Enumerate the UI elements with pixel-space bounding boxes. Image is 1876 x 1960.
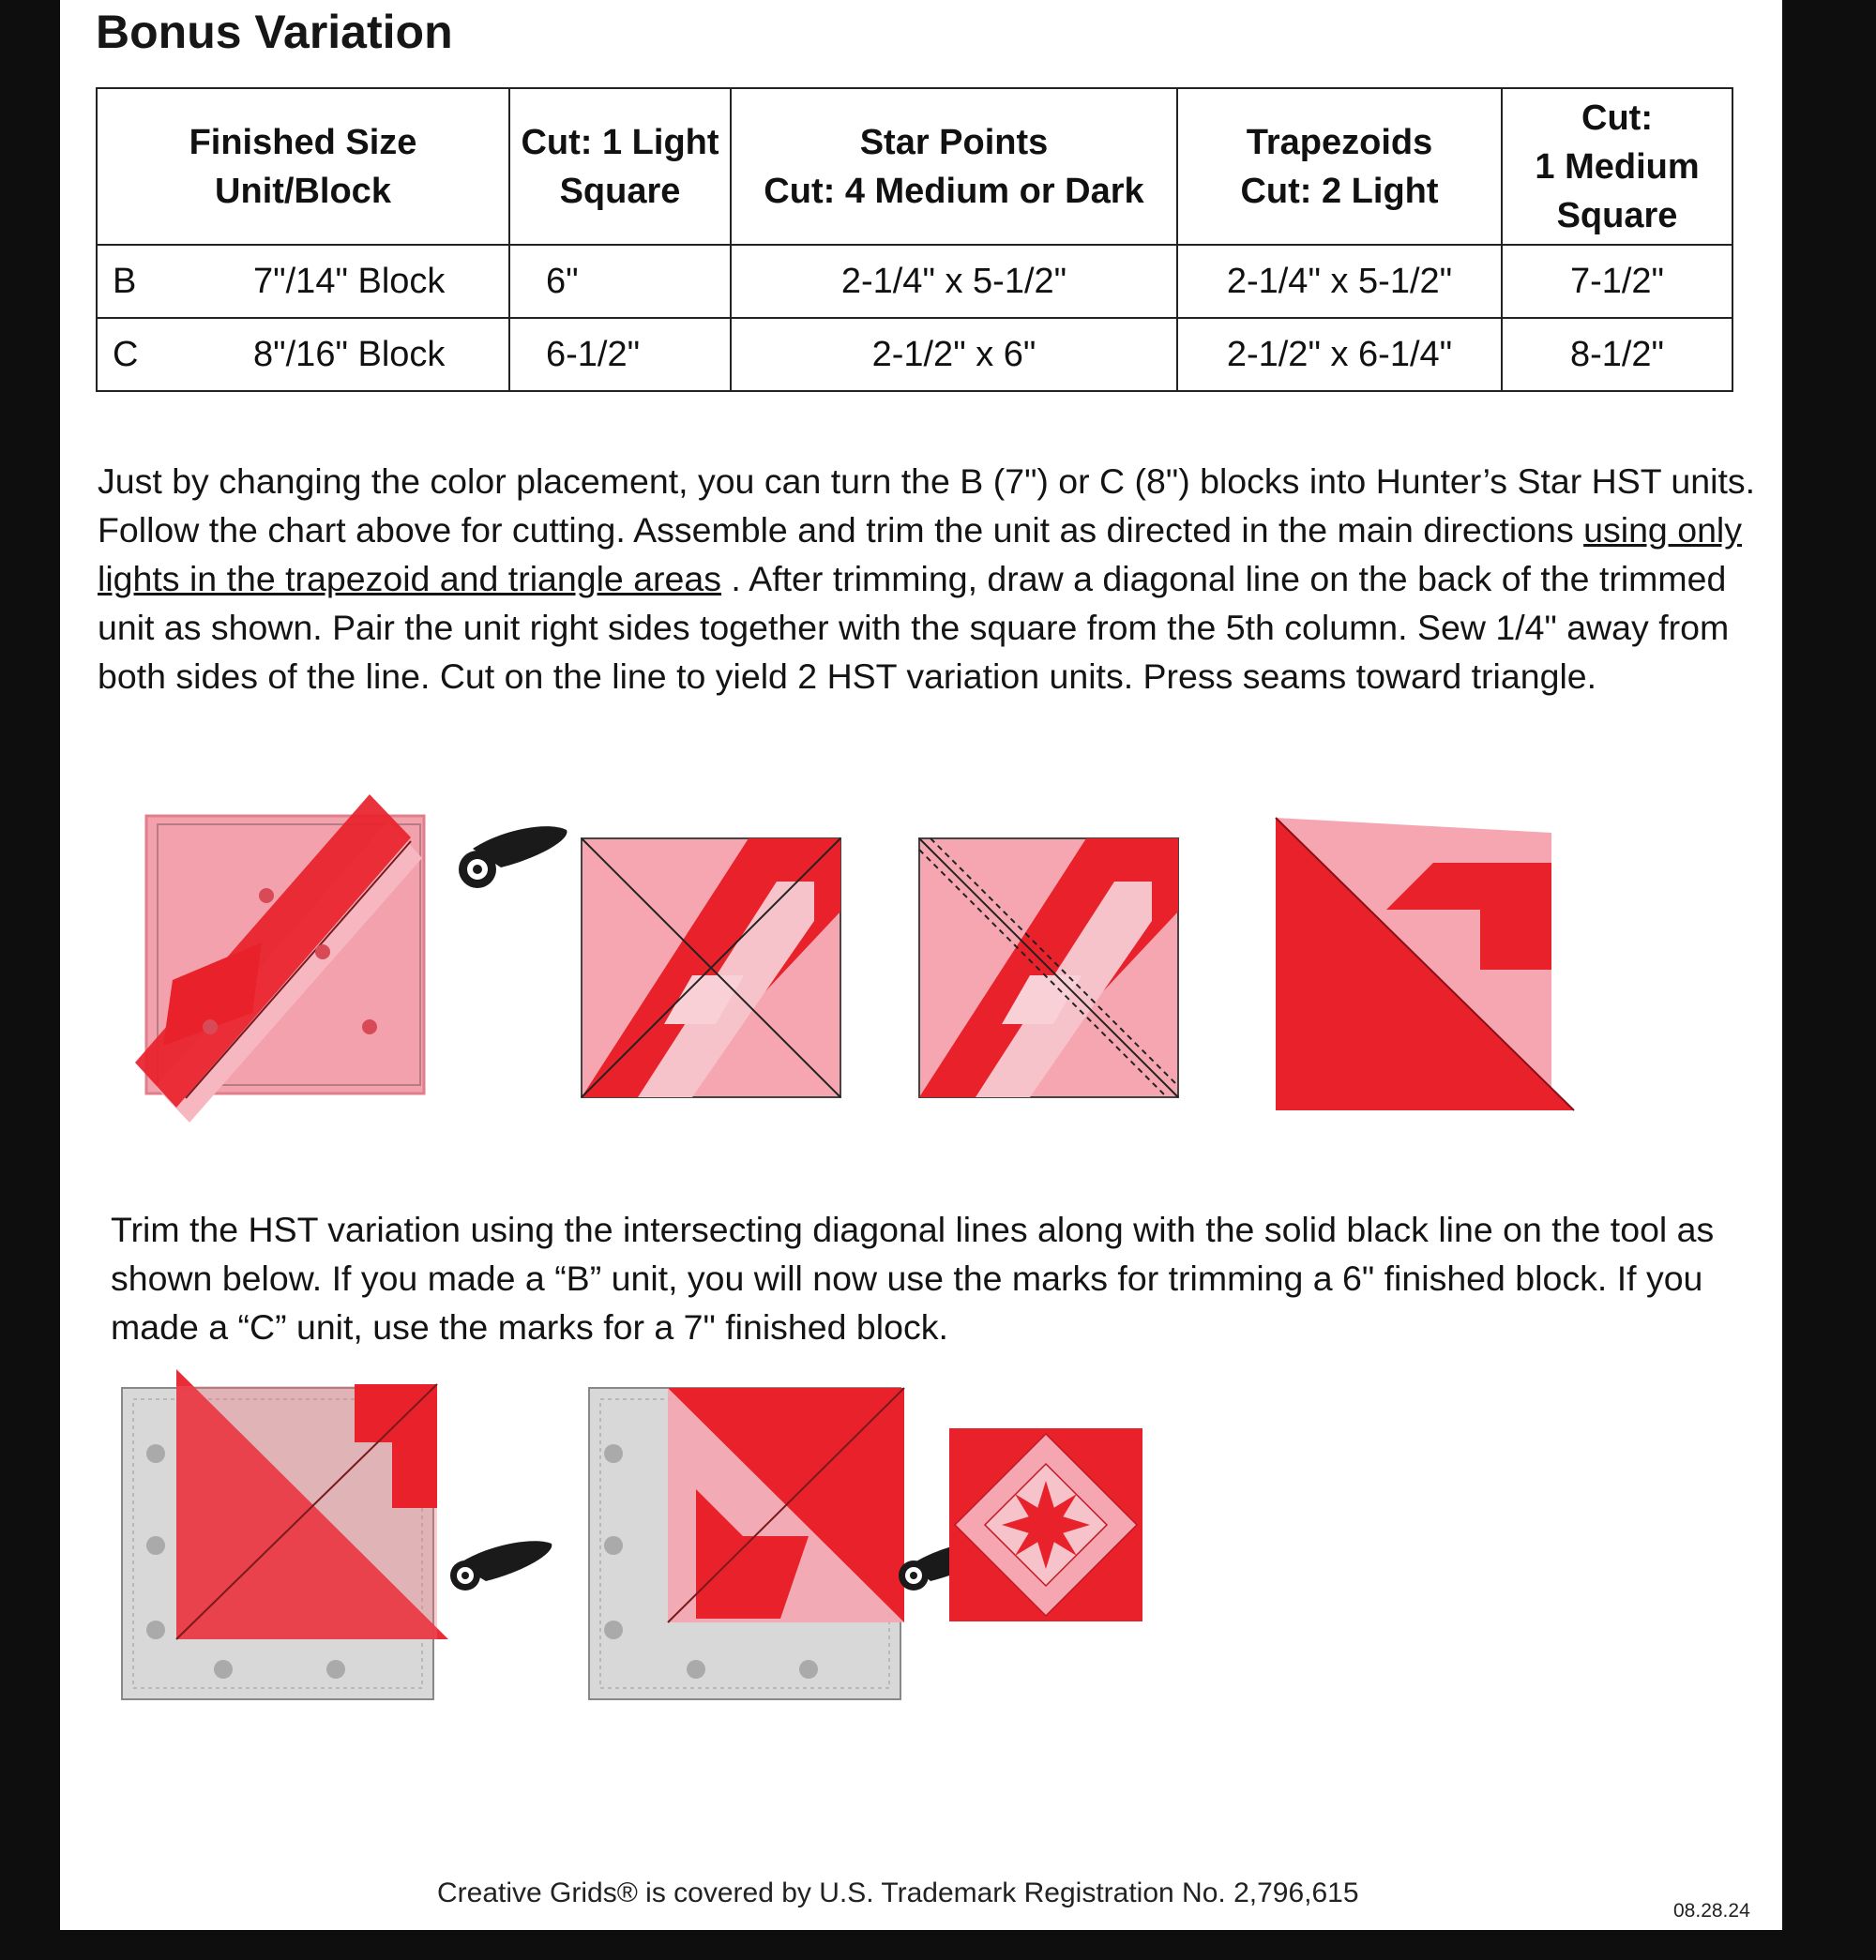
header-text: Trapezoids [1246,122,1433,162]
cell-trapezoids: 2-1/2" x 6-1/4" [1177,318,1502,391]
ruler-dot [315,944,330,959]
ruler-dot [259,888,274,903]
header-star-points [731,88,1177,245]
unit-letter: C [113,334,139,374]
ruler-dot [146,1621,165,1639]
header-finished-size [97,88,509,245]
header-row [97,88,1732,245]
underlined-text: using only lights in the trapezoid and triangle areas [98,510,1743,598]
finished-block-diagram [947,1426,1144,1623]
cell-unit-size [97,245,509,318]
paragraph-text: . After trimming, draw a diagonal line on the back of the trimmed unit as shown. Pair the unit right sides together with the square from the 5th column. Sew 1/4" away from both sides of the line. Cut on the line to yield 2 HST variation units. Press seams toward triangle. [98,559,1730,696]
trademark-footer: Creative Grids® is covered by U.S. Trademark Registration No. 2,796,615 [437,1877,1359,1908]
cutting-chart [96,87,1733,392]
ruler-dot [146,1444,165,1463]
header-text: Unit/Block [215,171,391,211]
cell-unit-size [97,318,509,391]
header-trapezoids [1177,88,1502,245]
header-text: Finished Size [189,122,417,162]
block-size: 8"/16" Block [253,334,446,374]
instructions-paragraph-2: Trim the HST variation using the intersecting diagonal lines along with the solid black line on the tool as shown below. If you made a “B” unit, you will now use the marks for trimming a 6" finished block. If you made a “C” unit, use the marks for a 7" finished block. [111,1210,1715,1347]
table-row-b [97,245,1732,318]
ruler-dot [203,1019,218,1034]
ruler-dot [214,1660,233,1679]
header-text: Cut: [1581,98,1653,138]
ruler-dot [362,1019,377,1034]
cell-medium-square: 8-1/2" [1502,318,1732,391]
ruler-dot [604,1444,623,1463]
unit-letter: B [113,261,137,301]
cell-trapezoids: 2-1/4" x 5-1/2" [1177,245,1502,318]
ruler-dot [687,1660,705,1679]
cell-star-points: 2-1/2" x 6" [731,318,1177,391]
header-text: Star Points [859,122,1049,162]
ruler-dot [604,1536,623,1555]
table-row-c [97,318,1732,391]
ruler-dot [604,1621,623,1639]
ruler-dot [146,1536,165,1555]
header-text: Square [1556,195,1678,235]
cell-medium-square: 7-1/2" [1502,245,1732,318]
sewing-lines-diagram [917,837,1182,1099]
trim-hst-diagram-2 [527,1367,996,1702]
block-size: 7"/14" Block [253,261,446,301]
trim-hst-diagram-1 [120,1367,589,1702]
instruction-page [60,0,1782,1930]
page-title: Bonus Variation [96,6,453,58]
trimmed-unit-diagram [580,837,844,1099]
header-text: Cut: 4 Medium or Dark [764,171,1144,211]
header-light-square [509,88,731,245]
header-text: 1 Medium [1535,146,1700,187]
header-text: Square [559,171,681,211]
cell-star-points: 2-1/4" x 5-1/2" [731,245,1177,318]
header-text: Cut: 2 Light [1240,171,1439,211]
header-medium-square [1502,88,1732,245]
ruler-trim-diagram [98,764,595,1144]
hst-variation-diagram [1274,816,1580,1112]
instructions-paragraph-1 [98,457,1777,701]
paragraph-text: Just by changing the color placement, you can turn the B (7") or C (8") blocks into Hunter’s Star HST units. Follow the chart above for cutting. Assemble and trim the unit as directed in the main directions [98,461,1756,550]
ruler-dot [326,1660,345,1679]
cell-light-square: 6-1/2" [509,318,731,391]
rotary-cutter-icon [459,826,567,888]
revision-date: 08.28.24 [1673,1900,1750,1922]
cell-light-square: 6" [509,245,731,318]
header-text: Cut: 1 Light [521,122,719,162]
ruler-dot [799,1660,818,1679]
